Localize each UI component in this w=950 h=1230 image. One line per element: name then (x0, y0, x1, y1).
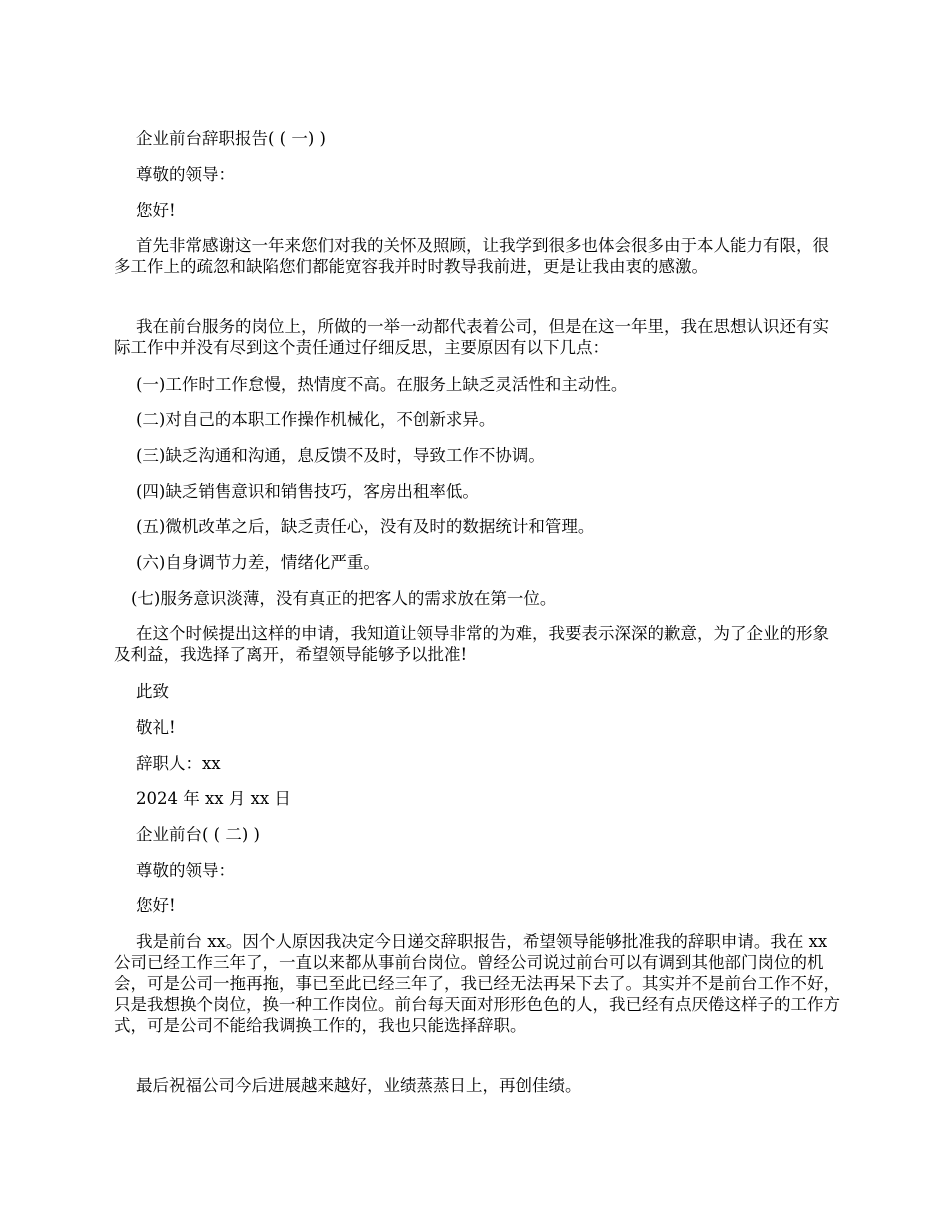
section1-point-4: (四)缺乏销售意识和销售技巧，客房出租率低。 (136, 482, 479, 501)
section1-body1: 首先非常感谢这一年来您们对我的关怀及照顾，让我学到很多也体会很多由于本人能力有限，很多工作上的疏忽和缺陷您们都能宽容我并时时教导我前进，更是让我由衷的感激。 (114, 236, 829, 276)
section1-body2: 我在前台服务的岗位上，所做的一举一动都代表着公司，但是在这一年里，我在思想认识还有实际工作中并没有尽到这个责任通过仔细反思，主要原因有以下几点： (114, 317, 829, 357)
section1-body3: 在这个时候提出这样的申请，我知道让领导非常的为难，我要表示深深的歉意，为了企业的形象及利益，我选择了离开，希望领导能够予以批准! (114, 624, 829, 664)
section1-title: 企业前台辞职报告( ( 一) ) (136, 129, 326, 148)
section1-point-1: (一)工作时工作怠慢，热情度不高。在服务上缺乏灵活性和主动性。 (136, 375, 628, 394)
section1-point-2: (二)对自己的本职工作操作机械化，不创新求异。 (136, 410, 496, 429)
section1-closing2: 敬礼! (136, 718, 176, 737)
section1-date: 2024 年 xx 月 xx 日 (136, 789, 291, 808)
section1-point-7: (七)服务意识淡薄，没有真正的把客人的需求放在第一位。 (131, 589, 557, 608)
section1-closing1: 此致 (136, 682, 169, 701)
section1-signer: 辞职人：xx (136, 754, 221, 773)
section1-greeting: 您好! (136, 201, 176, 220)
section2-salutation: 尊敬的领导： (136, 861, 235, 880)
section2-body2: 最后祝福公司今后进展越来越好，业绩蒸蒸日上，再创佳绩。 (136, 1076, 582, 1095)
section1-salutation: 尊敬的领导： (136, 165, 235, 184)
section1-point-6: (六)自身调节力差，情绪化严重。 (136, 553, 380, 572)
section2-body1: 我是前台 xx。因个人原因我决定今日递交辞职报告，希望领导能够批准我的辞职申请。我在 xx 公司已经工作三年了，一直以来都从事前台岗位。曾经公司说过前台可以有调到其他部门岗位的机会，可是公司一拖再拖，事已至此已经三年了，我已经无法再呆下去了。其实并不是前台工作不好，只是我想换个岗位，换一种工作岗位。前台每天面对形形色色的人，我已经有点厌倦这样子的工作方式，可是公司不能给我调换工作的，我也只能选择辞职。 (114, 932, 840, 1035)
section2-title: 企业前台( ( 二) ) (136, 825, 260, 844)
section2-greeting: 您好! (136, 896, 176, 915)
section1-point-3: (三)缺乏沟通和沟通，息反馈不及时，导致工作不协调。 (136, 446, 545, 465)
section1-point-5: (五)微机改革之后，缺乏责任心，没有及时的数据统计和管理。 (136, 517, 595, 536)
